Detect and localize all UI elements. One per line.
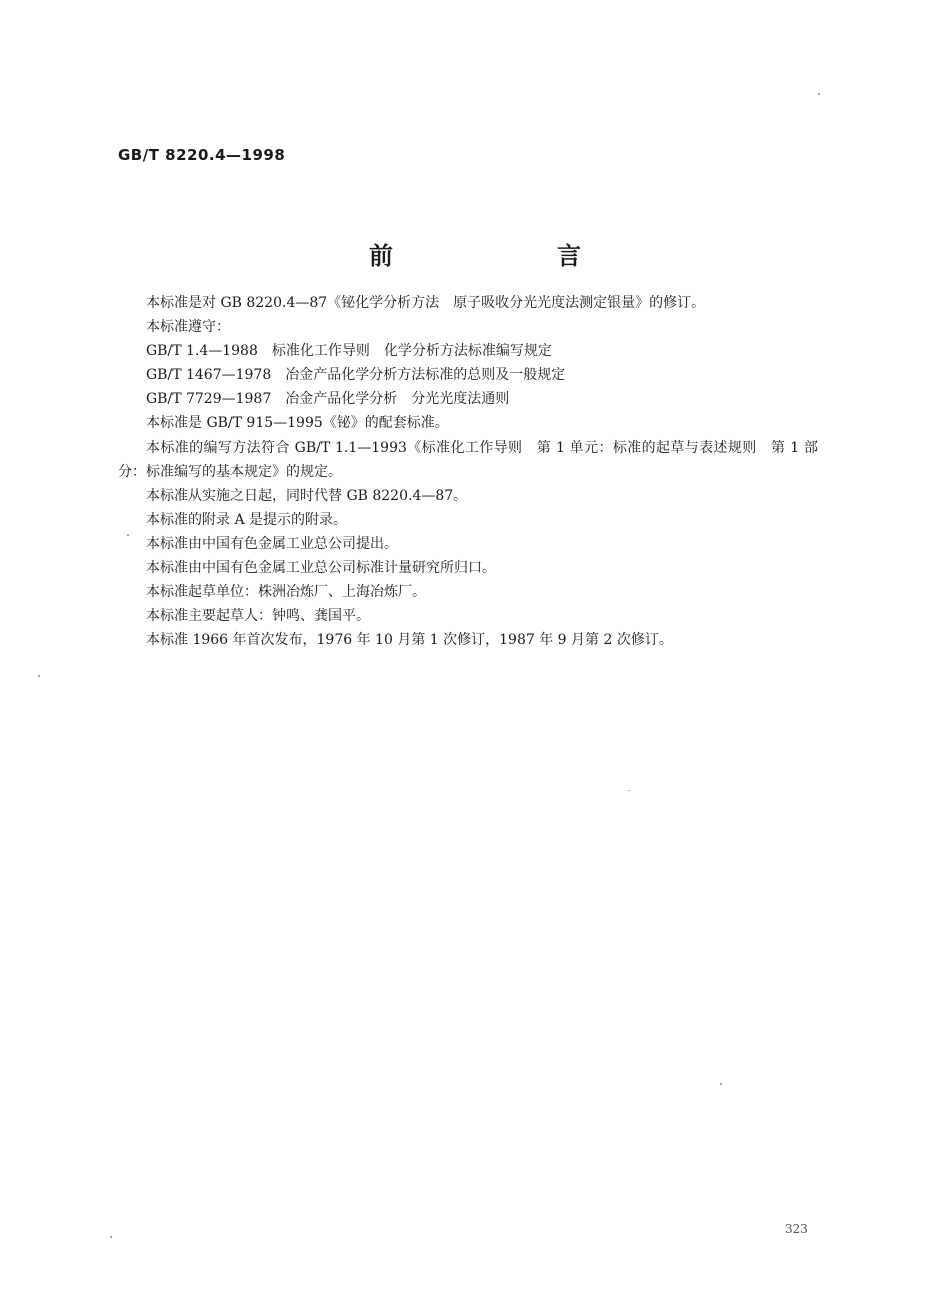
paragraph-effective-date: 本标准从实施之日起，同时代替 GB 8220.4—87。 [146, 487, 468, 504]
scan-speck [628, 790, 630, 791]
paragraph-drafters: 本标准主要起草人：钟鸣、龚国平。 [146, 608, 370, 625]
paragraph-reference-gbt-1467: GB/T 1467—1978 冶金产品化学分析方法标准的总则及一般规定 [146, 367, 566, 384]
paragraph-reference-gbt-7729: GB/T 7729—1987 冶金产品化学分析 分光光度法通则 [146, 391, 510, 408]
scan-speck [818, 93, 820, 95]
scan-speck [720, 1083, 722, 1085]
preface-body [118, 291, 818, 652]
scan-speck [38, 675, 40, 677]
paragraph-drafting-units: 本标准起草单位：株洲冶炼厂、上海冶炼厂。 [146, 584, 426, 601]
paragraph-revision: 本标准是对 GB 8220.4—87《铋化学分析方法 原子吸收分光光度法测定银量》的修订。 [146, 295, 706, 311]
paragraph-administrator: 本标准由中国有色金属工业总公司标准计量研究所归口。 [146, 560, 496, 577]
scan-speck [127, 534, 129, 536]
paragraph-history: 本标准 1966 年首次发布，1976 年 10 月第 1 次修订，1987 年 9 月第 2 次修订。 [146, 632, 673, 649]
paragraph-drafting-method: 本标准的编写方法符合 GB/T 1.1—1993《标准化工作导则 第 1 单元：标准的起草与表述规则 第 1 部分：标准编写的基本规定》的规定。 [118, 439, 818, 480]
standard-code: GB/T 8220.4—1998 [118, 146, 286, 164]
page-title: 前 言 [369, 242, 651, 270]
page-number: 323 [785, 1222, 808, 1236]
scan-speck [110, 1236, 112, 1238]
paragraph-companion-standard: 本标准是 GB/T 915—1995《铋》的配套标准。 [146, 415, 449, 432]
paragraph-appendix: 本标准的附录 A 是提示的附录。 [146, 511, 348, 528]
paragraph-compliance-intro: 本标准遵守： [146, 319, 230, 336]
paragraph-proposer: 本标准由中国有色金属工业总公司提出。 [146, 535, 398, 552]
paragraph-reference-gbt-1-4: GB/T 1.4—1988 标准化工作导则 化学分析方法标准编写规定 [146, 343, 552, 360]
